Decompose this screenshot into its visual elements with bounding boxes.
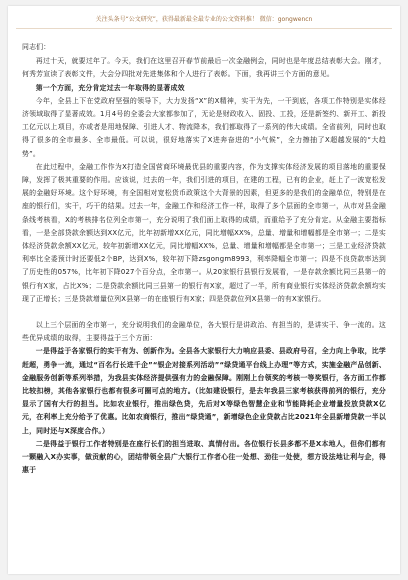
paragraph-point-one: 一是得益于各家银行的实干有为、创新作为。全县各大家银行大力响应县委、县政府号召，全力向上争取，比学赶超，勇争一流，通过“百名行长进千企”“银企对接系列活动”“绿贷通平台线上办理”等方式，实施金融产品创新、金融服务创新等系列举措，为我县实体经济提供强有力的金融保障。刚刚上台领奖的考核一等奖银行，各方面工作都比较扣榜，其他各家银行也都有很多可圈可点的地方。（比如建设银行，是去年我县三家考核获得前列的银行，充分显示了国有大行的担当。比如农业银行，推出绿色贷，先后对X等绿色智慧企业和节能降耗企业增量投放贷款X亿元，在利率上充分给予了优惠。比如农商银行，推出“绿贷通”，新增绿色企业贷款占比2021年全县新增贷款一半以上，同时还与X深度合作。） xyxy=(22,347,386,435)
paragraph-finance-work: 在此过程中，金融工作作为X打造全国营商环境最优县的重要内容，作为支撑实体经济发展的项目落地的重要保障，发挥了极其重要的作用。应该说，过去的一年，我们引进的项目，在建的工程，已有的企业，赶上了一波宽松发展的金融好环境。这个好环境，有全国相对宽松货币政策这个大背景的因素，但更多的是我们的金融单位，特别是在座的银行们，实干，巧干的结果。过去一年，金融工作和经济工作一样，取得了多个层面的全市第一，从市对县金融条线考核看，X的考核排名位列全市第一，充分说明了我们面上取得的成绩，而重给予了充分肯定。从金融主要指标看，一是全部贷款余额达到XX亿元，比年初新增XX亿元，同比增幅XX%，总量、增量和增幅都是全市第一；二是实体经济贷款余额XX亿元，较年初新增XX亿元，同比增幅XX%，总量、增量和增幅都是全市第一；三是工业经济贷款利率比全委预计时还要低2个BP，达到X%，较年初下降zsgongm8993，利率降幅全市第一；四是不良贷款率达到了历史性的057%，比年初下降027个百分点，全市第一。从20家银行县银行发展看，一是存款余额比同三县第一的银行有X家，占比X%；二是贷款余额比同三县第一的银行有X家，超过了一半，所有商业银行实体经济贷款余额均实现了正增长；三是贷款增量位列X县第一的在座银行有X家；四是贷款位列X县第一的有X家银行。 xyxy=(22,162,386,303)
salutation: 同志们： xyxy=(22,43,51,51)
paragraph-intro: 再过十天，就要过年了。今天，我们在这里召开春节前最后一次金融例会，同时也是年度总结表彰大会。刚才，何秀芳宣读了表彰文件，大会分四批对先进集体和个人进行了表彰。下面，我再讲三个方面的意见。 xyxy=(22,57,386,79)
paragraph-three-aspects: 以上三个层面的全市第一，充分说明我们的金融单位，各大银行是讲政治、有担当的，是讲实干、争一流的。这些优异成绩的取得，主要得益于三个方面： xyxy=(22,321,386,343)
promo-banner: 关注头条号“公文研究”，获得最新最全最专业的公文资料推！ 微信：gongwencn xyxy=(16,8,392,29)
section-heading-1: 第一个方面，充分肯定过去一年取得的显著成效 xyxy=(35,83,185,92)
paragraph-achievements: 今年，全县上下在党政府坚强的领导下，大力发扬“X”的X精神，实干为先，一干到底，各项工作特别是实体经济领域取得了显著成效。1月4号的全委会大家都参加了，无论是财政收入、固投、工投，还是新签约、新开工、新投工亿元以上项目，亦或者是用地保障、引进人才、物流降本，我们都取得了一系列的伟大成绩。全省前列，同时也取得了很多的全市最多、全市最低。可以说，很好地落实了X进奔奋进的“小气候”，全力擦抽了X超越发展的“大趋势”。 xyxy=(22,96,386,158)
paragraph-point-two: 二是得益于银行工作者特别是在座行长们的担当进取、真情付出。各位银行长县多都不是X本地人，但你们都有一颗融入X办实事，做贡献的心，团结带领全县广大银行工作者心往一处想、劲往一处使，想方设法地让利与企，得惠于 xyxy=(22,439,386,475)
speech-text xyxy=(8,29,400,478)
document-page xyxy=(8,6,400,574)
